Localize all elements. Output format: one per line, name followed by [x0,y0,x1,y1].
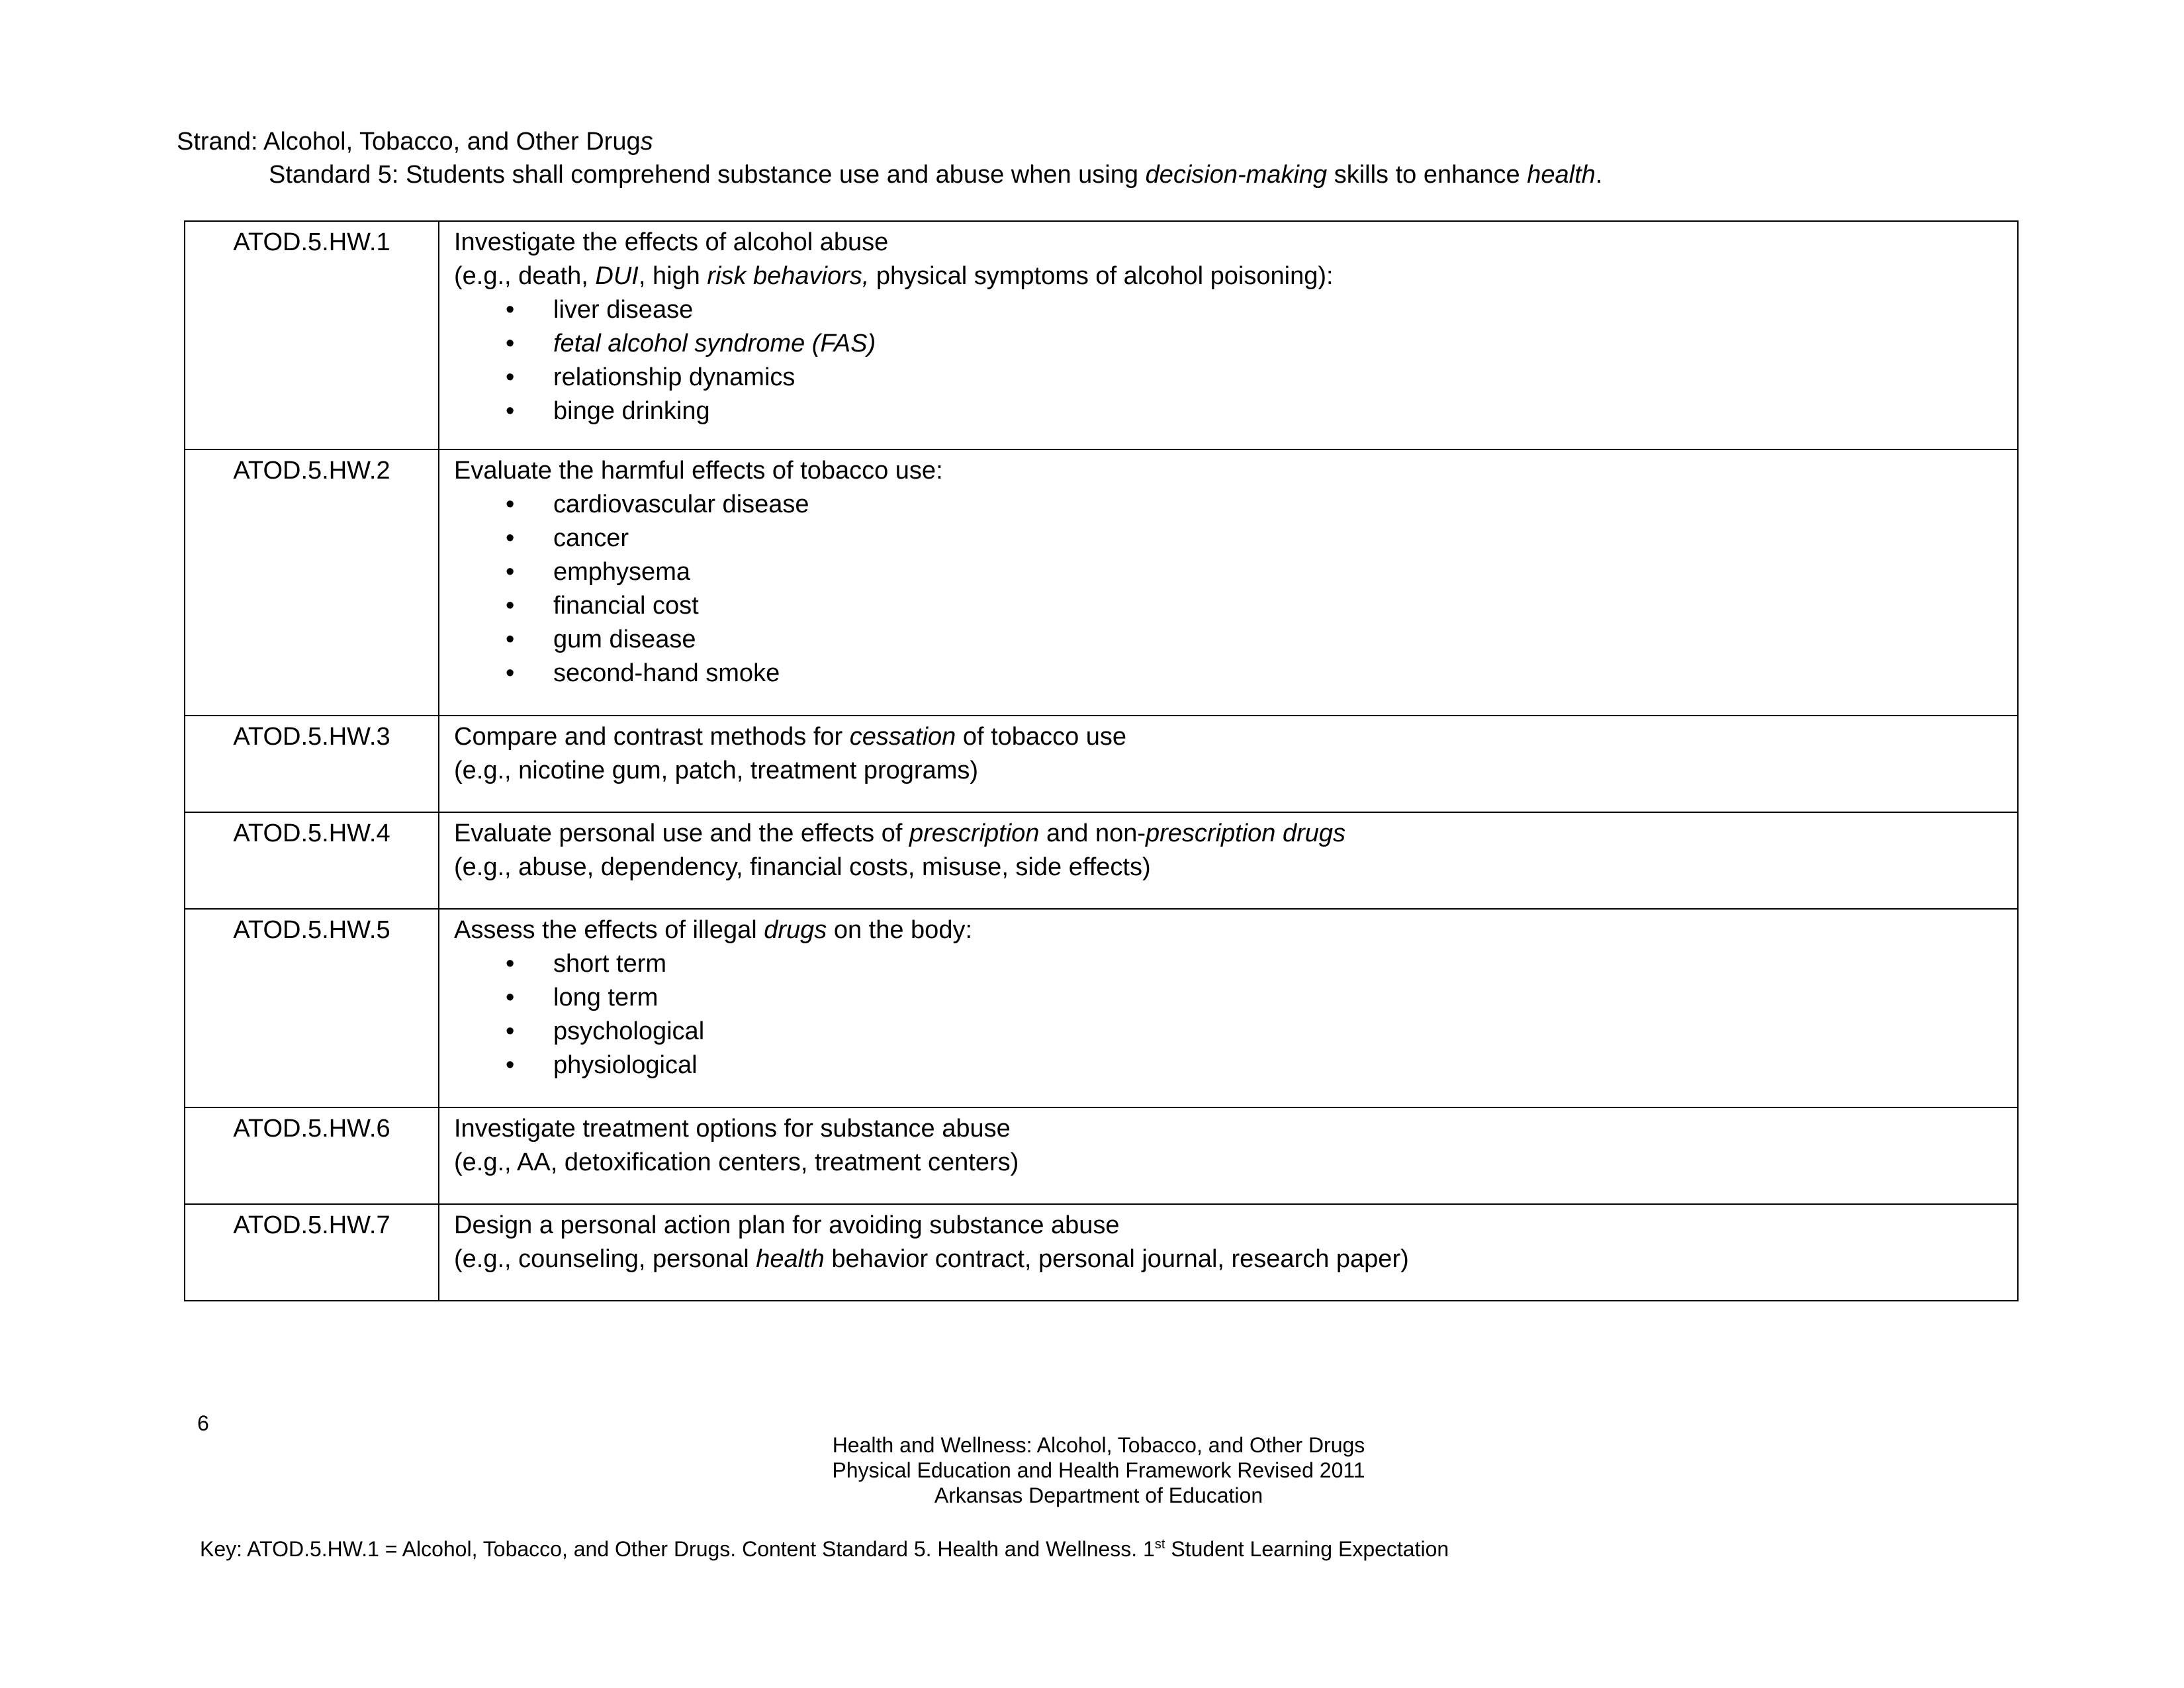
list-item: • short term [454,947,2009,981]
footer-line: Health and Wellness: Alcohol, Tobacco, and Other Drugs [832,1433,1365,1457]
slo-code: ATOD.5.HW.3 [185,716,439,812]
table-row [185,909,2018,1107]
slo-code: ATOD.5.HW.7 [185,1204,439,1301]
table-row [185,1107,2018,1204]
page-number: 6 [197,1411,209,1435]
slo-code: ATOD.5.HW.6 [185,1107,439,1204]
slo-description: Assess the effects of illegal drugs on the body: • short term • long term • psychological • physiological [439,909,2018,1107]
expectations-table [184,220,2019,1301]
table-row [185,716,2018,812]
footer-line: Arkansas Department of Education [934,1483,1263,1507]
standard-heading: Standard 5: Students shall comprehend substance use and abuse when using decision-making skills to enhance health. [269,161,1603,189]
bullet-list [454,947,2009,1082]
bullet-list [454,293,2009,428]
slo-description: Evaluate the harmful effects of tobacco use: • cardiovascular disease • cancer • emphysema • financial cost • gum disease • second-hand smoke [439,449,2018,716]
list-item: • liver disease [454,293,2009,327]
page-footer [768,1432,1430,1508]
list-item: • cancer [454,522,2009,555]
slo-description: Investigate the effects of alcohol abuse (e.g., death, DUI, high risk behaviors, physical symptoms of alcohol poisoning): • liver disease • fetal alcohol syndrome (FAS) • relationship dynamics • binge drinking [439,221,2018,449]
footer-line: Physical Education and Health Framework Revised 2011 [832,1458,1365,1482]
list-item: • long term [454,981,2009,1015]
list-item: • relationship dynamics [454,361,2009,395]
slo-description: Compare and contrast methods for cessation of tobacco use (e.g., nicotine gum, patch, treatment programs) [439,716,2018,812]
table-row [185,1204,2018,1301]
table-row [185,812,2018,909]
list-item: • gum disease [454,623,2009,657]
list-item: • cardiovascular disease [454,488,2009,522]
key-legend: Key: ATOD.5.HW.1 = Alcohol, Tobacco, and Other Drugs. Content Standard 5. Health and Wellness. 1st Student Learning Expectation [200,1537,1449,1561]
slo-code: ATOD.5.HW.1 [185,221,439,449]
strand-heading: Strand: Alcohol, Tobacco, and Other Drugs [177,128,653,156]
list-item: • emphysema [454,555,2009,589]
slo-description: Investigate treatment options for substance abuse (e.g., AA, detoxification centers, treatment centers) [439,1107,2018,1204]
slo-code: ATOD.5.HW.5 [185,909,439,1107]
list-item: • fetal alcohol syndrome (FAS) [454,327,2009,361]
list-item: • binge drinking [454,395,2009,428]
list-item: • psychological [454,1015,2009,1049]
list-item: • second-hand smoke [454,657,2009,690]
table-row [185,449,2018,716]
table-row [185,221,2018,449]
slo-description: Design a personal action plan for avoiding substance abuse (e.g., counseling, personal health behavior contract, personal journal, research paper) [439,1204,2018,1301]
list-item: • physiological [454,1049,2009,1082]
bullet-list [454,488,2009,690]
slo-code: ATOD.5.HW.2 [185,449,439,716]
slo-code: ATOD.5.HW.4 [185,812,439,909]
list-item: • financial cost [454,589,2009,623]
slo-description: Evaluate personal use and the effects of prescription and non-prescription drugs (e.g., abuse, dependency, financial costs, misuse, side effects) [439,812,2018,909]
